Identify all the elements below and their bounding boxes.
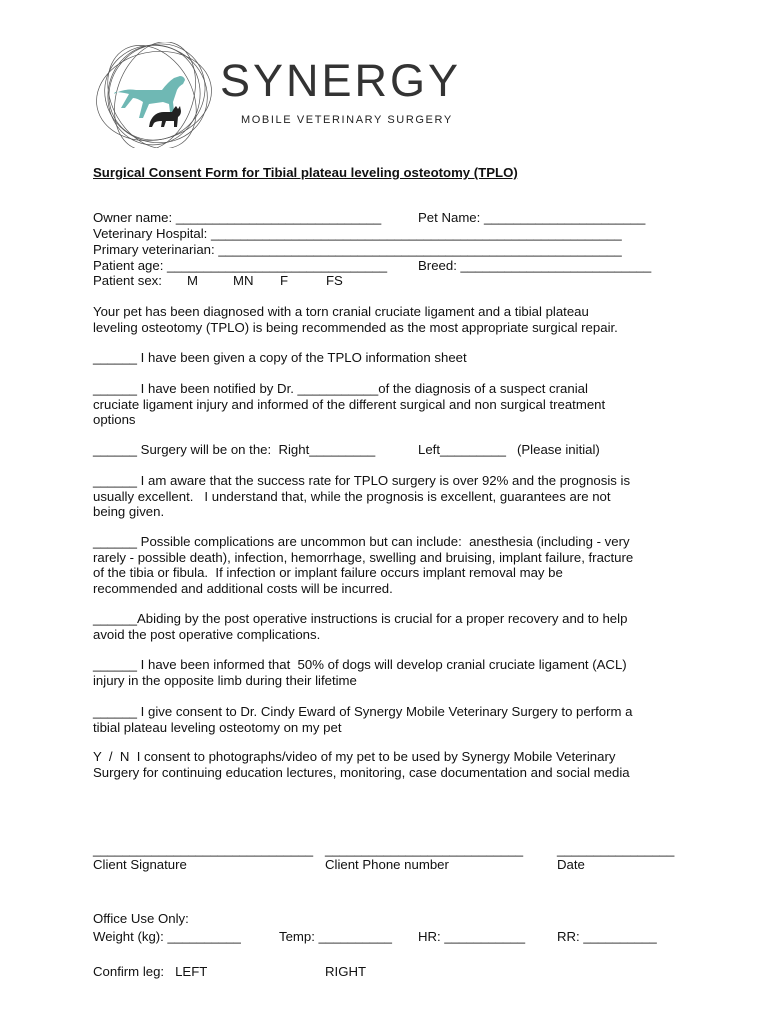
sex-option-fs[interactable]: FS [326, 273, 343, 288]
item-line[interactable]: Y / N I consent to photographs/video of my pet to be used by Synergy Mobile Veterinary [93, 749, 616, 764]
breed-field[interactable]: Breed: __________________________ [418, 258, 652, 273]
sex-option-m[interactable]: M [187, 273, 198, 288]
rr-field[interactable]: RR: __________ [557, 929, 657, 944]
client-phone-label: Client Phone number [325, 857, 449, 872]
item-acl [93, 657, 683, 688]
sex-option-f[interactable]: F [280, 273, 289, 288]
patient-age-field[interactable]: Patient age: ______________________________ [93, 258, 388, 273]
item-line: Surgery for continuing education lectures, monitoring, case documentation and social media [93, 764, 630, 780]
item-notified [93, 381, 683, 428]
office-use-heading: Office Use Only: [93, 911, 189, 926]
sex-option-mn[interactable]: MN [233, 273, 254, 288]
intro-paragraph [93, 304, 683, 335]
brand-tagline: MOBILE VETERINARY SURGERY [241, 114, 453, 126]
form-title: Surgical Consent Form for Tibial plateau leveling osteotomy (TPLO) [93, 165, 518, 180]
surgery-left-field[interactable]: Left_________ (Please initial) [418, 442, 600, 457]
item-line[interactable]: ______Abiding by the post operative instructions is crucial for a proper recovery and to help [93, 611, 628, 626]
item-success [93, 473, 683, 520]
item-line: recommended and additional costs will be incurred. [93, 580, 393, 596]
date-line[interactable]: ________________ [557, 842, 675, 857]
intro-line: leveling osteotomy (TPLO) is being recommended as the most appropriate surgical repair. [93, 319, 618, 335]
item-line: cruciate ligament injury and informed of the different surgical and non surgical treatment [93, 396, 606, 412]
intro-line: Your pet has been diagnosed with a torn cranial cruciate ligament and a tibial plateau [93, 304, 589, 319]
item-line: rarely - possible death), infection, hemorrhage, swelling and bruising, implant failure, fracture [93, 549, 634, 565]
item-line: injury in the opposite limb during their lifetime [93, 672, 357, 688]
item-line[interactable]: ______ Possible complications are uncommon but can include: anesthesia (including - very [93, 534, 630, 549]
item-line[interactable]: ______ I give consent to Dr. Cindy Eward of Synergy Mobile Veterinary Surgery to perform a [93, 704, 633, 719]
item-line: of the tibia or fibula. If infection or implant failure occurs implant removal may be [93, 565, 563, 581]
client-signature-line[interactable]: ______________________________ [93, 842, 314, 857]
item-line[interactable]: ______ I have been informed that 50% of dogs will develop cranial cruciate ligament (ACL) [93, 657, 627, 672]
synergy-logo-icon [92, 42, 222, 148]
client-phone-line[interactable]: ___________________________ [325, 842, 524, 857]
brand-name: SYNERGY [220, 55, 462, 106]
item-line: tibial plateau leveling osteotomy on my pet [93, 719, 342, 735]
item-postop [93, 611, 683, 642]
confirm-leg-left[interactable]: Confirm leg: LEFT [93, 964, 208, 979]
item-line[interactable]: ______ I have been given a copy of the TPLO information sheet [93, 350, 467, 365]
item-line[interactable]: ______ I have been notified by Dr. ___________of the diagnosis of a suspect cranial [93, 381, 588, 396]
item-line: being given. [93, 504, 165, 520]
temp-field[interactable]: Temp: __________ [279, 929, 392, 944]
primary-vet-field[interactable]: Primary veterinarian: _______________________________________________________ [93, 242, 622, 257]
pet-name-field[interactable]: Pet Name: ______________________ [418, 210, 646, 225]
confirm-leg-right[interactable]: RIGHT [325, 964, 367, 979]
patient-sex-label: Patient sex: [93, 273, 162, 288]
owner-name-field[interactable]: Owner name: ____________________________ [93, 210, 382, 225]
item-line[interactable]: ______ I am aware that the success rate for TPLO surgery is over 92% and the prognosis is [93, 473, 631, 488]
item-info-sheet [93, 350, 683, 366]
item-line: options [93, 412, 136, 428]
item-complications [93, 534, 683, 596]
item-photos [93, 749, 683, 780]
weight-field[interactable]: Weight (kg): __________ [93, 929, 241, 944]
date-label: Date [557, 857, 585, 872]
surgery-right-field[interactable]: ______ Surgery will be on the: Right_________ [93, 442, 376, 457]
hr-field[interactable]: HR: ___________ [418, 929, 526, 944]
item-consent [93, 704, 683, 735]
vet-hospital-field[interactable]: Veterinary Hospital: ________________________________________________________ [93, 226, 622, 241]
item-line: avoid the post operative complications. [93, 626, 321, 642]
item-line: usually excellent. I understand that, while the prognosis is excellent, guarantees are not [93, 488, 611, 504]
client-signature-label: Client Signature [93, 857, 187, 872]
